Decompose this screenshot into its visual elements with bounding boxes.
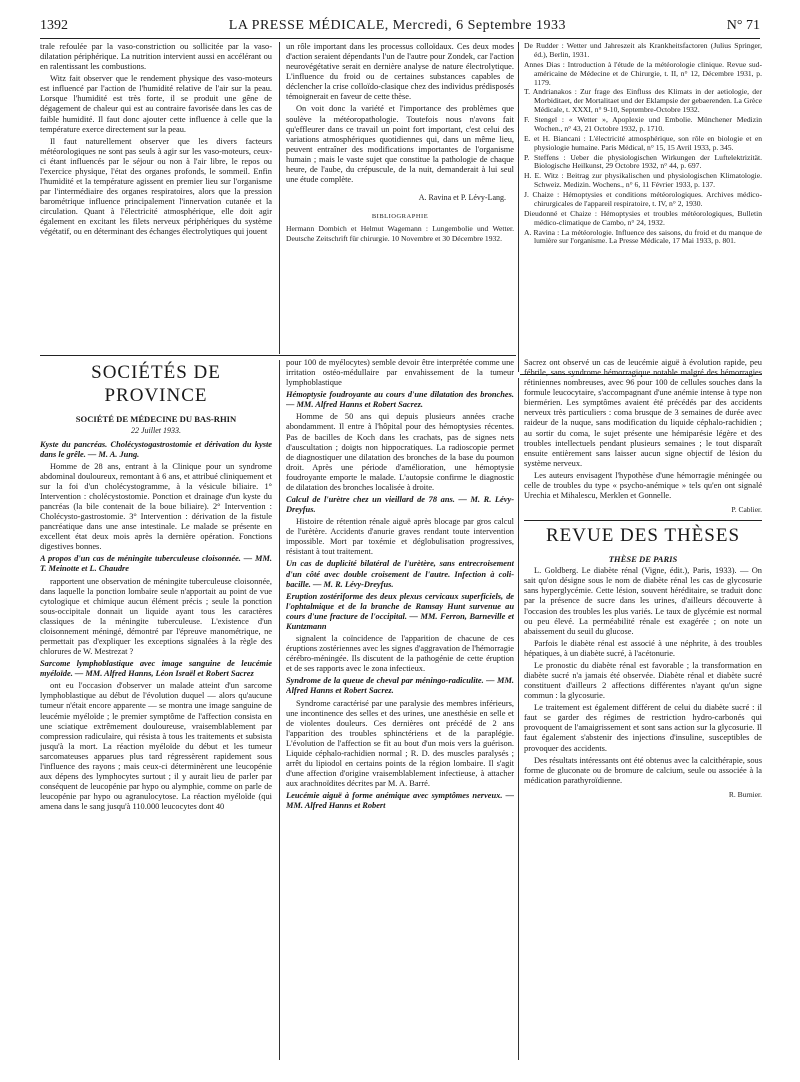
thesis-paragraph: Le pronostic du diabète rénal est favorable ; la transformation en diabète sucré n'a jamais été observée. Diabète rénal et diabète sucré constituent d'ailleurs 2 affections différentes n'ayant qu'un signe commun : la glycosurie. xyxy=(524,660,762,701)
thesis-paragraph: Le traitement est également différent de celui du diabète sucré : il faut se garder des régimes de restriction hydro-carbonés qui provoquent de l'amaigrissement et sont sans action sur la glycosurie. Il faut également s'abstenir des injections d'insuline, susceptibles de provoquer des accidents. xyxy=(524,703,762,753)
societes-column-1 xyxy=(40,358,272,1058)
section-title-theses: REVUE DES THÈSES xyxy=(545,525,741,547)
section-divider xyxy=(40,355,516,356)
thesis-paragraph: L. Goldberg. Le diabète rénal (Vigne, édit.), Paris, 1933). — On sait qu'on désigne sous le nom de diabète rénal les cas de glycosurie sans hyperglycémie. Cette lésion, souvent héréditaire, se traduit donc par la présence de sucre dans les urines, d'ailleurs découverte à l'occasion des troubles les plus variés. Le taux de glycémie est normal ou peu élevé. La perméabilité rénale est exagérée ; on note un abaissement du seuil du glucose. xyxy=(524,566,762,636)
journal-title: LA PRESSE MÉDICALE, Mercredi, 6 Septembre 1933 xyxy=(228,18,566,33)
communication-heading: Sarcome lymphoblastique avec image sanguine de leucémie myéloïde. — MM. Alfred Hanns, Léon Israël et Robert Sacrez xyxy=(40,659,272,679)
bibliography-entry: T. Andrianakos : Zur frage des Einfluss des Klimats in der aetiologie, der Morbiditaet, der Mortalitaet und der Eklampsie der gebaerenden. La Grèce Médicale, t. XXXI, n° 9-10, Septembre-Octobre 1932. xyxy=(524,87,762,115)
article-signature: A. Ravina et P. Lévy-Lang. xyxy=(418,193,506,203)
communication-heading: A propos d'un cas de méningite tuberculeuse cloisonnée. — MM. T. Meinotte et L. Chaudre xyxy=(40,554,272,574)
communication-text: Les auteurs envisagent l'hypothèse d'une hémorragie méningée ou celle de troubles du type « psycho-anémique » tels qu'en ont signalé Urechia et Mihalescu, Merklen et Gonnelle. xyxy=(524,470,762,501)
top-column-2 xyxy=(286,42,514,352)
communication-text: pour 100 de myélocytes) semble devoir être interprétée comme une irritation ostéo-médullaire par envahissement de la tumeur lymphoblastique xyxy=(286,358,514,388)
meeting-date: 22 Juillet 1933. xyxy=(131,425,181,435)
bibliography-entry: A. Ravina : La météorologie. Influence des saisons, du froid et du manque de lumière sur l'organisme. La Presse Médicale, 17 Mai 1933, p. 801. xyxy=(524,227,762,246)
bibliography-entry: F. Stengel : « Wetter », Apoplexie und Embolie. Münchener Medizin Wochen., n° 43, 21 Octobre 1932, p. 1710. xyxy=(524,115,762,133)
bibliography-entry: P. Steffens : Ueber die physiologischen Wirkungen der Luftelektrizität. Biologische Heilkunst, 29 Octobre 1932, n° 44, p. 697. xyxy=(524,152,762,171)
bibliography-entry: J. Chaize : Hémoptysies et conditions météorologiques. Archives médico-chirurgicales de l'appareil respiratoire, t. IV, n° 2, 1930. xyxy=(524,190,762,208)
report-signature: P. Cablier. xyxy=(731,505,762,515)
communication-heading: Syndrome de la queue de cheval par méningo-radiculite. — MM. Alfred Hanns et Robert Sacrez. xyxy=(286,676,514,696)
bibliography-entry: E. et H. Biancani : L'électricité atmosphérique, son rôle en biologie et en physiologie humaine. Paris Médical, n° 15, 15 Avril 1933, p. 345. xyxy=(524,133,762,152)
paragraph: Witz fait observer que le rendement physique des vaso-moteurs est influencé par l'action de l'humidité relative de l'air sur la peau. Lorsque l'humidité est très forte, il se produit une gêne de dégagement de chaleur qui est au contraire favorisée dans les cas de faible humidité. Il faut donc ajouter cette influence à celle que la température exerce directement sur la peau. xyxy=(40,74,272,134)
issue-number: N° 71 xyxy=(726,18,760,33)
communication-heading: Kyste du pancréas. Cholécystogastrostomie et dérivation du kyste dans le grêle. — M. A. Jung. xyxy=(40,439,272,459)
page-number: 1392 xyxy=(40,18,68,33)
bibliography-entry: De Rudder : Wetter und Jahreszeit als Krankheitsfactoren (Julius Springer, éd.), Berlin, 1931. xyxy=(524,42,762,59)
bibliography-entry: Hermann Dombich et Helmut Wagemann : Lungembolie und Wetter. Deutsche Zeitschrift für chirurgie. 10 Novembre et 30 Décembre 1932. xyxy=(286,224,514,243)
communication-text: ont eu l'occasion d'observer un malade atteint d'un sarcome lymphoblastique au début de l'évolution duquel — alors qu'aucune tumeur n'était encore apparente — se montra une image sanguine de leucémie myéloïde ; le premier symptôme de l'affection consista en une sciatique extrêmement douloureuse, vraisemblablement par compression radiculaire, qui résista à tous les traitements et subsista jusqu'à la mort. La réaction myéloïde du début et les tumeur sarcomateuses apparues plus tard régressèrent rapidement sous l'influence des rayons ; mais ceux-ci déterminèrent une leucopénie aux dépens des lymphocytes surtout ; il y aurait lieu de parler par conséquent de leucopénie par hypo ou alymphie, comme on parle de leucopénie par hypo ou agranulocytose. La réaction myéloïde (qui amena dans le sang jusqu'à 110.000 leucocytes dont 40 xyxy=(40,681,272,812)
thesis-paragraph: Parfois le diabète rénal est associé à une néphrite, à des troubles hépatiques, à un diabète sucré, à l'acétonurie. xyxy=(524,638,762,658)
communication-text: signalent la coïncidence de l'apparition de chacune de ces éruptions zostériennes avec les signes d'aggravation de l'hémorragie cérébro-méningée. Ils discutent de la pathogénie de cette éruption et de ses rapports avec le zona infectieux. xyxy=(286,634,514,674)
column-divider xyxy=(518,378,519,1060)
communication-heading: Leucémie aiguë à forme anémique avec symptômes nerveux. — MM. Alfred Hanns et Robert xyxy=(286,791,514,811)
top-column-3-bibliography xyxy=(524,42,762,372)
top-column-1 xyxy=(40,42,272,352)
bibliography-entry: H. E. Witz : Beitrag zur physikalischen und physiologischen Klimatologie. Schweiz. Medizin. Wochens., n° 6, 11 Février 1933, p. 137. xyxy=(524,171,762,190)
paragraph: un rôle important dans les processus colloïdaux. Ces deux modes d'action seraient dépendants l'un de l'autre pour Zondek, car l'action neurovégétative serait en dernière analyse de nature électrolytique. L'influence du froid ou de certaines substances capables de déclencher la crise colloïdo-clasique chez des individus prédisposés témoignerait en faveur de cette thèse. xyxy=(286,42,514,102)
paragraph: trale refoulée par la vaso-constriction ou sollicitée par la vaso-dilatation périphérique. La nutrition intervient aussi en accélérant ou en ralentissant les combustions. xyxy=(40,42,272,72)
thesis-signature: R. Burnier. xyxy=(728,789,762,799)
bibliography-entry: Dieudonné et Chaize : Hémoptysies et troubles météorologiques, Bulletin médico-climatique de Cambo, n° 24, 1932. xyxy=(524,208,762,227)
column-divider xyxy=(279,360,280,1060)
communication-text: Sacrez ont observé un cas de leucémie aiguë à évolution rapide, peu fébrile, sans syndrome hémorragique notable malgré des hémorragies rétiniennes nombreuses, avec 96 pour 100 de cellules souches dans la formule leucocytaire, s'accompagnant d'une anémie intense à type non biermérien. Les symptômes avaient été précédés par des accidents nerveux très particuliers : coma brusque de 3 semaines de durée avec raideur de la nuque, sans modification du liquide céphalo-rachidien ; au sortir du coma, le sujet présente une hémiparésie légère et des troubles intellectuels pendant plusieurs semaines ; le tout disparaît ensuite entièrement sans laisser aucun signe objectif de lésion du système nerveux. xyxy=(524,358,762,468)
section-title-societes: SOCIÉTÉS DE PROVINCE xyxy=(91,362,221,406)
column-divider xyxy=(518,42,519,372)
communication-heading: Calcul de l'urètre chez un vieillard de 78 ans. — M. R. Lévy-Dreyfus. xyxy=(286,495,514,515)
communication-heading: Un cas de duplicité bilatéral de l'urètère, sans entrecroisement d'un côté avec double croisement de l'autre. Infection à coli-bacille. — M. R. Lévy-Dreyfus. xyxy=(286,559,514,589)
communication-text: Homme de 50 ans qui depuis plusieurs années crache abondamment. Il entre à l'hôpital pour des hémoptysies récentes. Pas de bacilles de Koch dans les crachats, pas de signes nets d'auscultation ; doigts non hippocratiques. La radioscopie permet de diagnostiquer une dilatation des bronches de la base du poumon droit. Après une période d'amélioration, une hémoptysie foudroyante emporte le malade. L'autopsie confirme le diagnostic de dilatation des bronches localisée à droite. xyxy=(286,412,514,492)
communication-heading: Hémoptysie foudroyante au cours d'une dilatation des bronches. — MM. Alfred Hanns et Robert Sacrez. xyxy=(286,390,514,410)
page-header xyxy=(40,18,760,39)
communication-text: rapportent une observation de méningite tuberculeuse cloisonnée, dans laquelle la ponction lombaire seule n'apportait au point de vue cytologique et chimique aucun élément précis ; seule la ponction sous-occipitale donnait un liquide ayant tous les caractères classiques de la méningite tuberculeuse. L'existence d'un cloisonnement méningé, démontré par l'épreuve manométrique, ne permettait pas d'expliquer les exceptions signalées à la règle des chlorures de W. Mestrezat ? xyxy=(40,576,272,657)
column-divider xyxy=(279,42,280,354)
communication-text: Histoire de rétention rénale aiguë après blocage par gros calcul de l'urètère. Accidents d'anurie graves rendant toute intervention impossible. Mort par toxémie et déglobulisation progressives, résistant à tout traitement. xyxy=(286,517,514,557)
bibliography-heading: BIBLIOGRAPHIE xyxy=(371,212,429,220)
theses-subheading: THÈSE DE PARIS xyxy=(608,553,678,564)
section-divider xyxy=(524,520,762,521)
communication-text: Homme de 28 ans, entrant à la Clinique pour un syndrome abdominal douloureux, remontant à 6 ans, et attribué cliniquement et sur la foi d'un cholécystogramme, à la vésicule biliaire. 1° Intervention : cholécystostomie. Ponction et drainage d'un kyste du pancréas (la bile contenait de la boue biliaire). 2° Intervention : Cholécysto-gastrostomie. 3° Intervention : dérivation de la fistule pancréatique dans une anse intestinale. Le malade se présente en excellent état deux mois après la dernière opération. Fonctions digestives bonnes. xyxy=(40,461,272,552)
thesis-paragraph: Des résultats intéressants ont été obtenus avec la calcithérapie, sous forme de gluconate ou de bromure de calcium, seule ou associée à la médication parathyroïdienne. xyxy=(524,755,762,785)
communication-heading: Eruption zostériforme des deux plexus cervicaux superficiels, de l'ophtalmique et de la branche de Ramsay Hunt survenue au cours d'une fracture de l'occipital. — MM. Ferron, Barneville et Kuntzmann xyxy=(286,591,514,631)
bibliography-entry: Annes Dias : Introduction à l'étude de la météorologie clinique. Revue sud-américaine de Médecine et de Chirurgie, t. II, n° 12, Décembre 1931, p. 1179. xyxy=(524,59,762,87)
society-name: SOCIÉTÉ DE MÉDECINE DU BAS-RHIN xyxy=(75,413,237,424)
societes-theses-column xyxy=(524,358,762,1058)
paragraph: On voit donc la variété et l'importance des problèmes que soulève la météoropathologie. Toutefois nous n'avons fait qu'effleurer dans ce travail un point fort important, c'est celui des variations atmosphériques quotidiennes qui, dans un même lieu, peuvent entraîner des modifications importantes de l'organisme humain ; mais le vaste sujet que constitue la pathologie de chaque heure, de l'aube, du crépuscule, de la nuit, demanderait à lui seul une étude complète. xyxy=(286,104,514,185)
paragraph: Il faut naturellement observer que les divers facteurs météorologiques ne sont pas seuls à agir sur les vaso-moteurs, ceux-ci étant influencés par le séjour ou non à l'air libre, le repos ou l'exercice physique, l'état des organes profonds, le sommeil. Enfin l'humidité et la température agissent en premier lieu sur l'organisme par l'intermédiaire des organes respiratoires, alors que la pression barométrique influence principalement l'innervation cutanée et la circulation. Quant à l'électricité atmosphérique, elle doit agir également en excitant les filets nerveux périphériques du système végétatif, ou en déterminant des échanges électrolytiques qui jouent xyxy=(40,136,272,237)
societes-column-2 xyxy=(286,358,514,1058)
communication-text: Syndrome caractérisé par une paralysie des membres inférieurs, une incontinence des selles et des urines, une anesthésie en selle et de violentes douleurs. Ces dernières ont précédé de 2 ans l'apparition des troubles sphinctériens et de la paraplégie. L'évolution de l'affection se fit au bout d'un mois vers la guérison. Liquide céphalo-rachidien normal ; R. D. des muscles paralysés ; arrêt du lipiodol en certains points de la région lombaire. Il s'agit d'une affection d'origine vraisemblablement infectieuse, à attacher aux arachnoïdites décrites par M. A. Barré. xyxy=(286,698,514,789)
